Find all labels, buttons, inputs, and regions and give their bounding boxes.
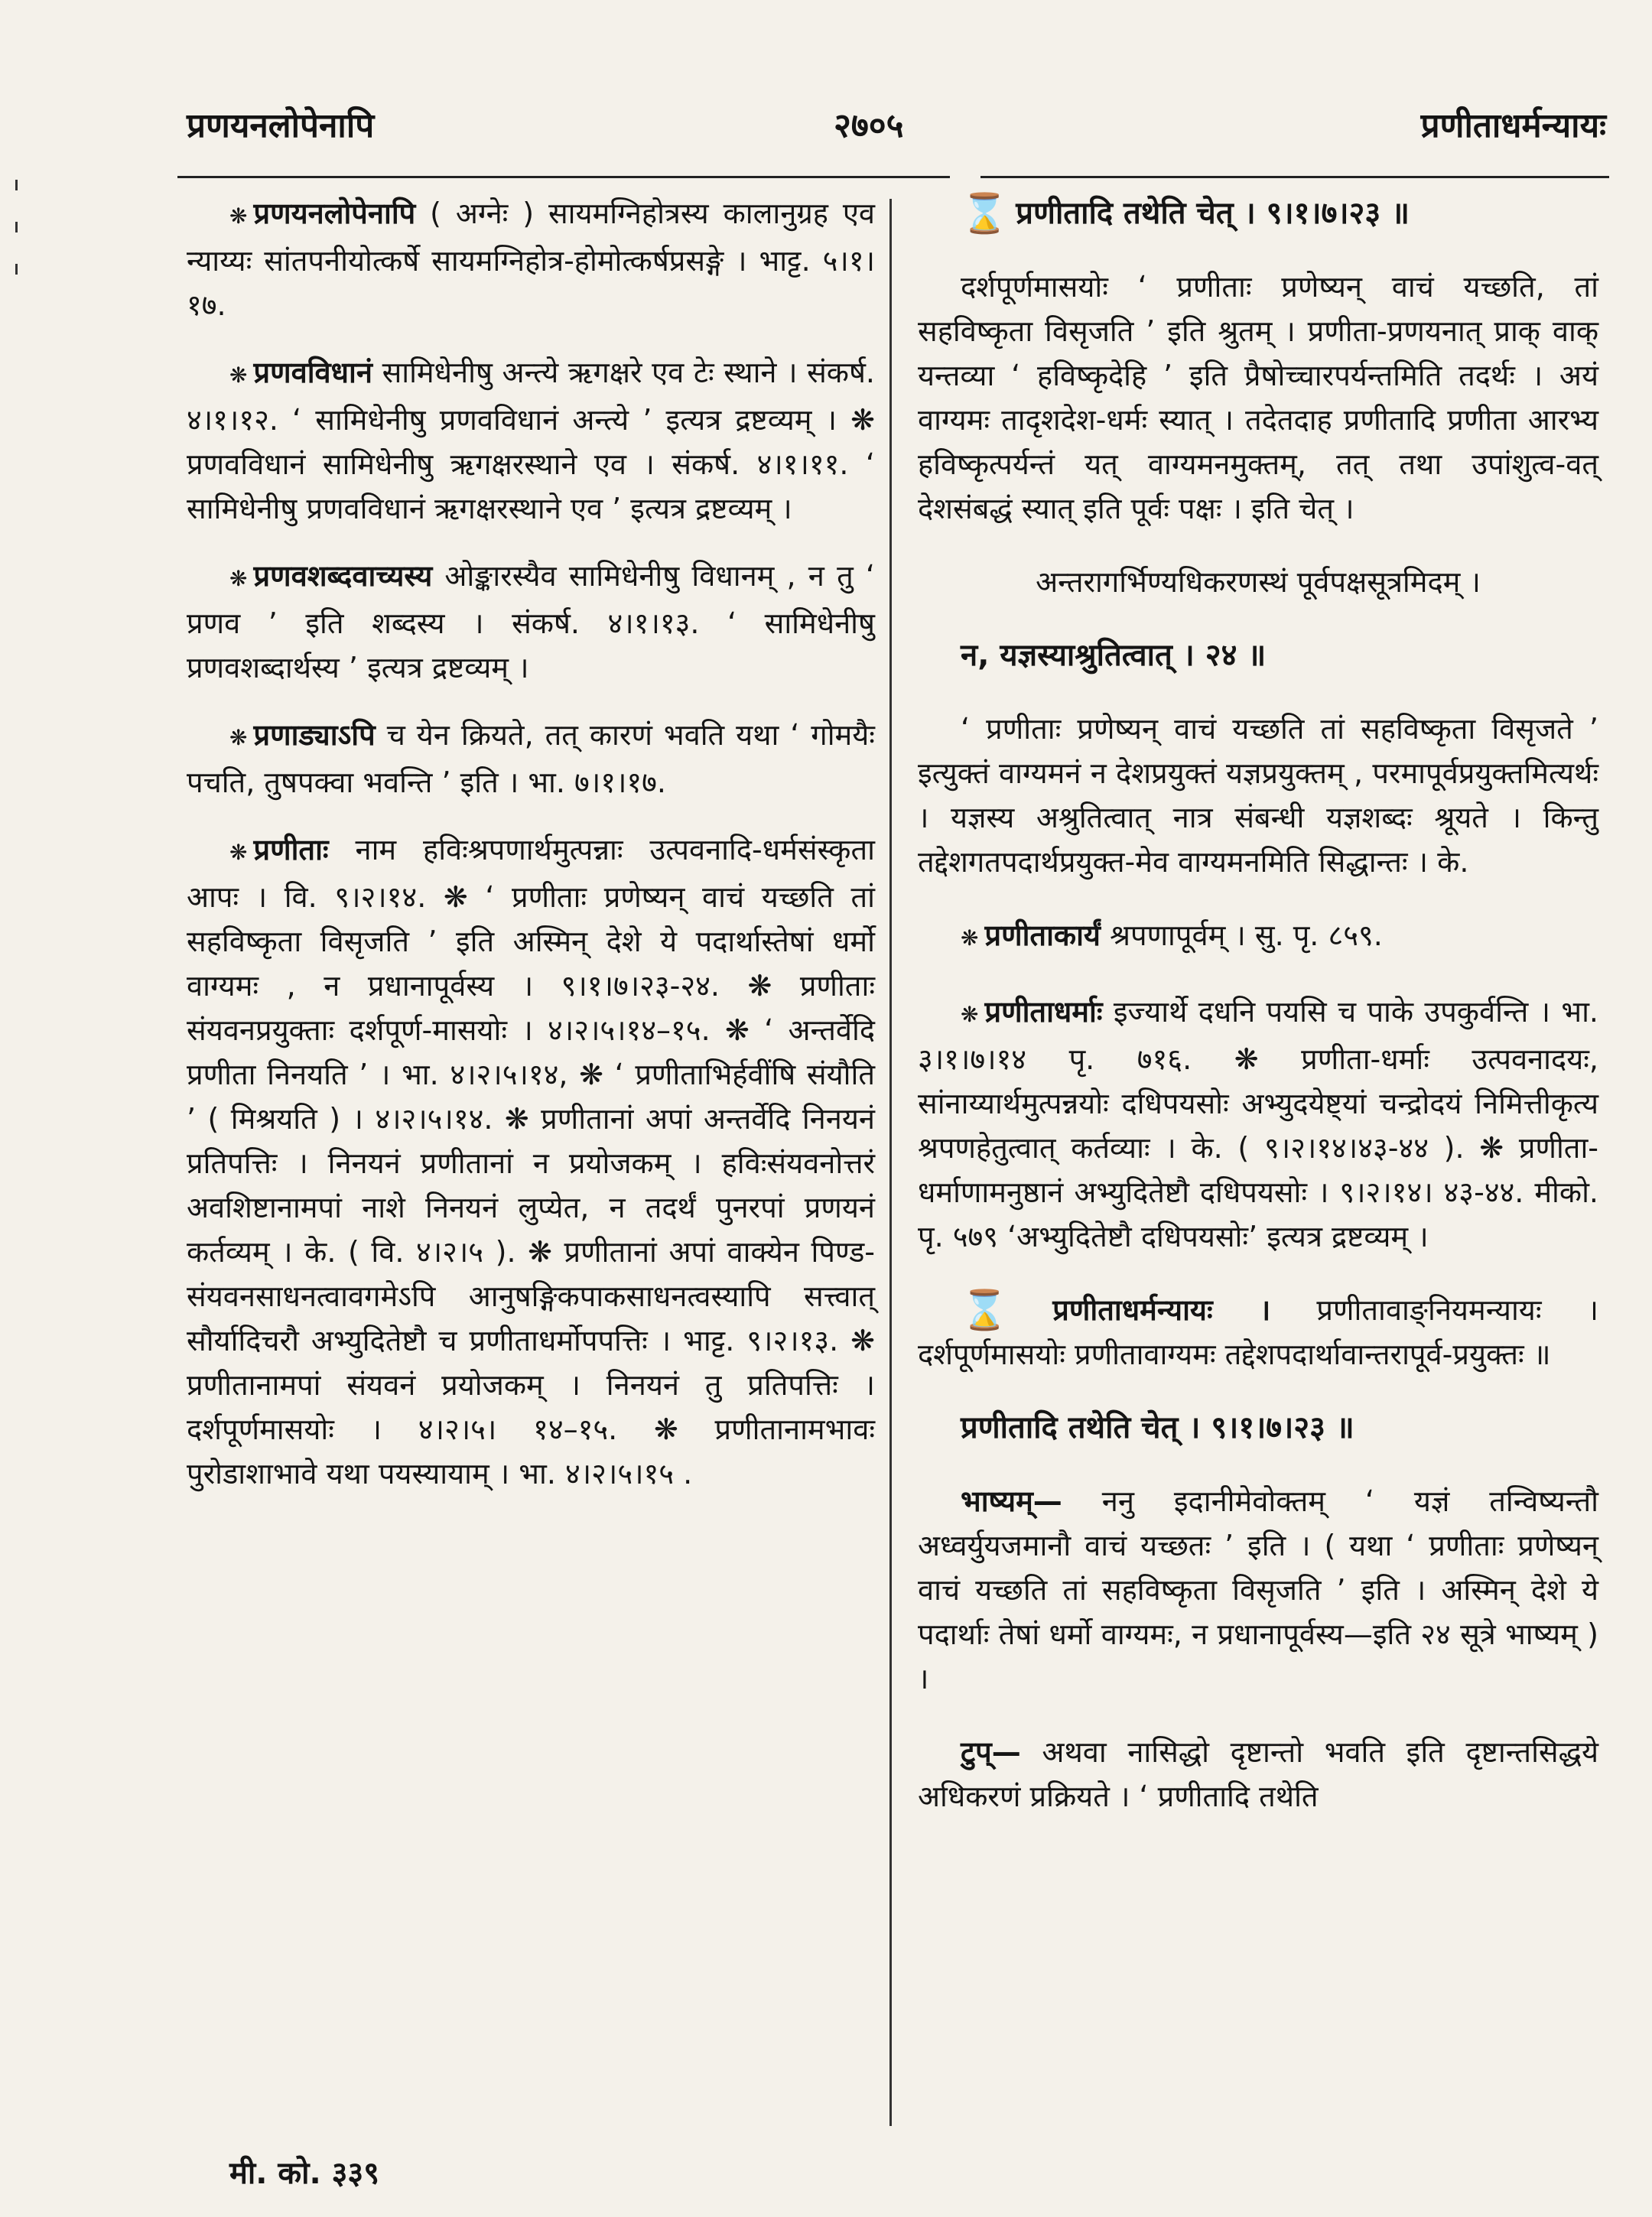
- entry-text: च येन क्रियते, तत् कारणं भवति यथा ‘ गोमयैः पचति, तुषपक्वा भवन्ति ’ इति । भा. ७।१।१७.: [187, 718, 875, 799]
- margin-speck: [15, 222, 18, 232]
- entry-text: ( अग्नेः ) सायमग्निहोत्रस्य कालानुग्रह एव न्याय्यः सांतपनीयोत्कर्षे सायमग्निहोत्र-होमोत्कर्षप्रसङ्गे । भाट्ट. ५।१।१७.: [187, 197, 875, 322]
- running-head-right: प्रणीताधर्मन्यायः: [1420, 106, 1606, 145]
- entry-pranitakaryam: [918, 913, 1598, 961]
- asterism-icon: ❋: [229, 566, 248, 591]
- entry-headword: प्रणवशब्दवाच्यस्य: [253, 559, 433, 593]
- signature-footer: मी. को. ३३९: [229, 2156, 380, 2191]
- header-rule-right: [980, 176, 1609, 178]
- entry-pranavavidhanam: [187, 350, 875, 531]
- margin-speck: [15, 180, 18, 190]
- sutra-heading: न, यज्ञस्याश्रुतित्वात् । २४ ॥: [961, 638, 1267, 673]
- tup-label: टुप्—: [961, 1735, 1021, 1769]
- asterism-icon: ❋: [961, 925, 979, 951]
- asterism-icon: ❋: [229, 203, 248, 229]
- entry-headword: प्रणाड्याऽपि: [253, 718, 376, 752]
- section-symbol-icon: ⌛: [961, 191, 1009, 236]
- entry-headword: प्रणीताः: [253, 833, 329, 866]
- section-symbol-icon: ⌛: [961, 1288, 1046, 1332]
- sutra-heading: ⌛ प्रणीतादि तथेति चेत् । ९।१।७।२३ ॥: [961, 191, 1410, 236]
- bhashya-paragraph: [918, 1479, 1598, 1701]
- entry-text: ओङ्कारस्यैव सामिधेनीषु विधानम् , न तु ‘ प्रणव ’ इति शब्दस्य । संकर्ष. ४।१।१३. ‘ सामिधेनीषु प्रणवशब्दार्थस्य ’ इत्यत्र द्रष्टव्यम् ।: [187, 559, 875, 684]
- nyaya-entry: [918, 1288, 1598, 1377]
- commentary-paragraph: ‘ प्रणीताः प्रणेष्यन् वाचं यच्छति तां सहविष्कृता विसृजते ’ इत्युक्तं वाग्यमनं न देशप्रयुक्तं यज्ञप्रयुक्तम् , परमापूर्वप्रयुक्तमित्यर्थः । यज्ञस्य अश्रुतित्वात् नात्र संबन्धी यज्ञशब्दः श्रूयते । किन्तु तद्देशगतपदार्थप्रयुक्त-मेव वाग्यमनमिति सिद्धान्तः । के.: [918, 712, 1598, 879]
- asterism-icon: ❋: [961, 1002, 979, 1027]
- entry-text: नाम हविःश्रपणार्थमुत्पन्नाः उत्पवनादि-धर्मसंस्कृता आपः । वि. ९।२।१४. ❋ ‘ प्रणीताः प्रणेष्यन् वाचं यच्छति तां सहविष्कृता विसृजति ’ इति अस्मिन् देशे ये पदार्थास्तेषां धर्मो वाग्यमः , न प्रधानापूर्वस्य । ९।१।७।२३-२४. ❋ प्रणीताः संयवनप्रयुक्ताः दर्शपूर्ण-मासयोः । ४।२।५।१४–१५. ❋ ‘ अन्तर्वेदि प्रणीता निनयति ’ । भा. ४।२।५।१४, ❋ ‘ प्रणीताभिर्हवींषि संयौति ’ ( मिश्रयति ) । ४।२।५।१४. ❋ प्रणीतानां अपां अन्तर्वेदि निनयनं प्रतिपत्तिः । निनयनं प्रणीतानां न प्रयोजकम् । हविःसंयवनोत्तरं अवशिष्टानामपां नाशे निनयनं लुप्येत, न तदर्थं पुनरपां प्रणयनं कर्तव्यम् । के. ( वि. ४।२।५ ). ❋ प्रणीतानां अपां वाक्येन पिण्ड-संयवनसाधनत्वावगमेऽपि आनुषङ्गिकपाकसाधनत्वस्यापि सत्त्वात् सौर्यादिचरौ अभ्युदितेष्टौ च प्रणीताधर्मोपपत्तिः । भाट्ट. ९।२।१३. ❋ प्रणीतानामपां संयवनं प्रयोजकम् । निनयनं तु प्रतिपत्तिः । दर्शपूर्णमासयोः । ४।२।५। १४–१५. ❋ प्रणीतानामभावः पुरोडाशाभावे यथा पयस्यायाम् । भा. ४।२।५।१५ .: [187, 833, 875, 1490]
- commentary-paragraph: दर्शपूर्णमासयोः ‘ प्रणीताः प्रणेष्यन् वाचं यच्छति, तां सहविष्कृता विसृजति ’ इति श्रुतम् । प्रणीता-प्रणयनात् प्राक् वाक् यन्तव्या ‘ हविष्कृदेहि ’ इति प्रैषोच्चारपर्यन्तमिति तदर्थः । अयं वाग्यमः तादृशदेश-धर्मः स्यात् । तदेतदाह प्रणीतादि प्रणीता आरभ्य हविष्कृत्पर्यन्तं यत् वाग्यमनमुक्तम्, तत् तथा उपांशुत्व-वत् देशसंबद्धं स्यात् इति पूर्वः पक्षः । इति चेत् ।: [918, 270, 1598, 525]
- bhashya-text: ननु इदानीमेवोक्तम् ‘ यज्ञं तन्विष्यन्तौ अध्वर्युयजमानौ वाचं यच्छतः ’ इति । ( यथा ‘ प्रणीताः प्रणेष्यन् वाचं यच्छति तां सहविष्कृता विसृजति ’ इति । अस्मिन् देशे ये पदार्थाः तेषां धर्मो वाग्यमः, न प्रधानापूर्वस्य—इति २४ सूत्रे भाष्यम् ) ।: [918, 1484, 1598, 1695]
- entry-pranitadharmah: [918, 990, 1598, 1259]
- nyaya-text: प्रणीतावाङ्नियमन्यायः । दर्शपूर्णमासयोः प्रणीतावाग्यमः तद्देशपदार्थावान्तरापूर्व-प्रयुक्तः ॥: [918, 1293, 1598, 1371]
- entry-headword: प्रणीताधर्माः: [984, 995, 1103, 1029]
- entry-pranayanalopenapi: [187, 191, 875, 327]
- entry-headword: प्रणवविधानं: [253, 356, 372, 389]
- right-column: [918, 191, 1598, 1848]
- asterism-icon: ❋: [229, 840, 248, 865]
- tup-paragraph: [918, 1730, 1598, 1819]
- entry-text: श्रपणापूर्वम् । सु. पृ. ८५९.: [1110, 918, 1383, 952]
- margin-speck: [15, 264, 18, 275]
- entry-text: इज्यार्थे दधनि पयसि च पाके उपकुर्वन्ति । भा. ३।१।७।१४ पृ. ७१६. ❋ प्रणीता-धर्माः उत्पवनादयः, सांनाय्यार्थमुत्पन्नयोः दधिपयसोः अभ्युदयेष्ट्यां चन्द्रोदयं निमित्तीकृत्य श्रपणहेतुत्वात् कर्तव्याः । के. ( ९।२।१४।४३-४४ ). ❋ प्रणीता-धर्माणामनुष्ठानं अभ्युदितेष्टौ दधिपयसोः । ९।२।१४। ४३-४४. मीको. पृ. ५७९ ‘अभ्युदितेष्टौ दधिपयसोः’ इत्यत्र द्रष्टव्यम् ।: [918, 995, 1598, 1253]
- left-column: [187, 191, 875, 1519]
- entry-pranadya: [187, 713, 875, 805]
- bhashya-label: भाष्यम्—: [961, 1484, 1062, 1518]
- nyaya-headword: प्रणीताधर्मन्यायः ।: [1052, 1293, 1271, 1327]
- tup-text: अथवा नासिद्धो दृष्टान्तो भवति इति दृष्टान्तसिद्धये अधिकरणं प्रक्रियते । ‘ प्रणीतादि तथेति: [918, 1735, 1598, 1813]
- sutra-heading: प्रणीतादि तथेति चेत् । ९।१।७।२३ ॥: [961, 1410, 1354, 1445]
- column-divider: [889, 199, 892, 2126]
- entry-pranitah: [187, 827, 875, 1496]
- entry-pranavashabdavachyasya: [187, 554, 875, 690]
- page-number: २७०५: [834, 106, 904, 145]
- entry-text: सामिधेनीषु अन्त्ये ऋगक्षरे एव टेः स्थाने । संकर्ष. ४।१।१२. ‘ सामिधेनीषु प्रणवविधानं अन्त्ये ’ इत्यत्र द्रष्टव्यम् । ❋ प्रणवविधानं सामिधेनीषु ऋगक्षरस्थाने एव । संकर्ष. ४।१।११. ‘ सामिधेनीषु प्रणवविधानं ऋगक्षरस्थाने एव ’ इत्यत्र द्रष्टव्यम् ।: [187, 356, 875, 525]
- running-head-left: प्रणयनलोपेनापि: [187, 106, 375, 145]
- entry-headword: प्रणीताकार्यं: [984, 918, 1101, 952]
- asterism-icon: ❋: [229, 725, 248, 750]
- adhikarana-note: अन्तरागर्भिण्यधिकरणस्थं पूर्वपक्षसूत्रमिदम् ।: [1036, 565, 1481, 599]
- header-rule-left: [177, 176, 950, 178]
- entry-headword: प्रणयनलोपेनापि: [253, 197, 416, 230]
- asterism-icon: ❋: [229, 362, 248, 388]
